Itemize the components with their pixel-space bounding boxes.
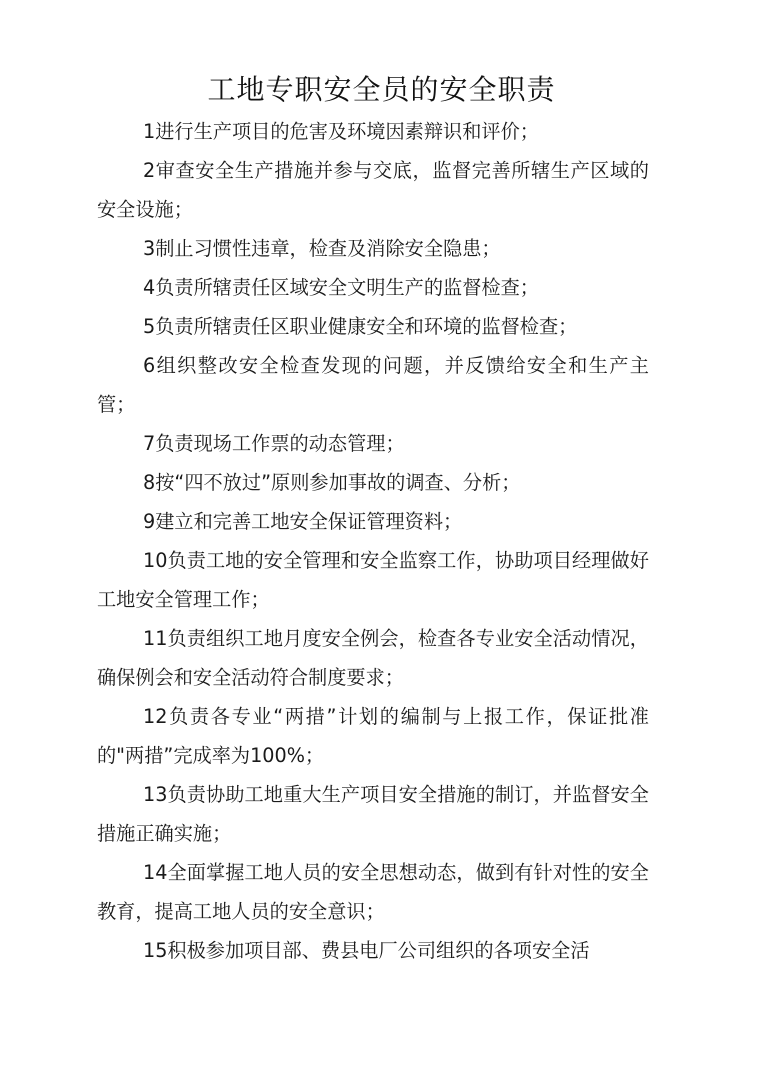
duty-item-12: 12负责各专业“两措”计划的编制与上报工作，保证批准的"两措”完成率为100%； — [97, 705, 649, 767]
duty-item-5: 5负责所辖责任区职业健康安全和环境的监督检查； — [143, 315, 578, 338]
duty-item-10: 10负责工地的安全管理和安全监察工作，协助项目经理做好工地安全管理工作； — [97, 549, 649, 611]
duty-item-8: 8按“四不放过”原则参加事故的调查、分析； — [143, 471, 521, 494]
duty-item-4: 4负责所辖责任区域安全文明生产的监督检查； — [143, 276, 539, 299]
duty-item-1: 1进行生产项目的危害及环境因素辩识和评价； — [143, 120, 539, 143]
duty-item-3: 3制止习惯性违章，检查及消除安全隐患； — [143, 237, 501, 260]
duty-item-9: 9建立和完善工地安全保证管理资料； — [143, 510, 463, 533]
duty-item-7: 7负责现场工作票的动态管理； — [143, 432, 405, 455]
duty-item-14: 14全面掌握工地人员的安全思想动态，做到有针对性的安全教育，提高工地人员的安全意识； — [97, 861, 649, 923]
duty-item-6: 6组织整改安全检查发现的问题，并反馈给安全和生产主管； — [97, 354, 649, 416]
duty-item-13: 13负责协助工地重大生产项目安全措施的制订，并监督安全措施正确实施； — [97, 783, 649, 845]
duty-item-15: 15积极参加项目部、费县电厂公司组织的各项安全活 — [143, 939, 590, 962]
duty-item-2: 2审查安全生产措施并参与交底，监督完善所辖生产区域的安全设施； — [97, 159, 649, 221]
document-title: 工地专职安全员的安全职责 — [207, 73, 556, 106]
duty-item-11: 11负责组织工地月度安全例会，检查各专业安全活动情况，确保例会和安全活动符合制度要求； — [97, 627, 649, 689]
document-body — [97, 112, 649, 970]
